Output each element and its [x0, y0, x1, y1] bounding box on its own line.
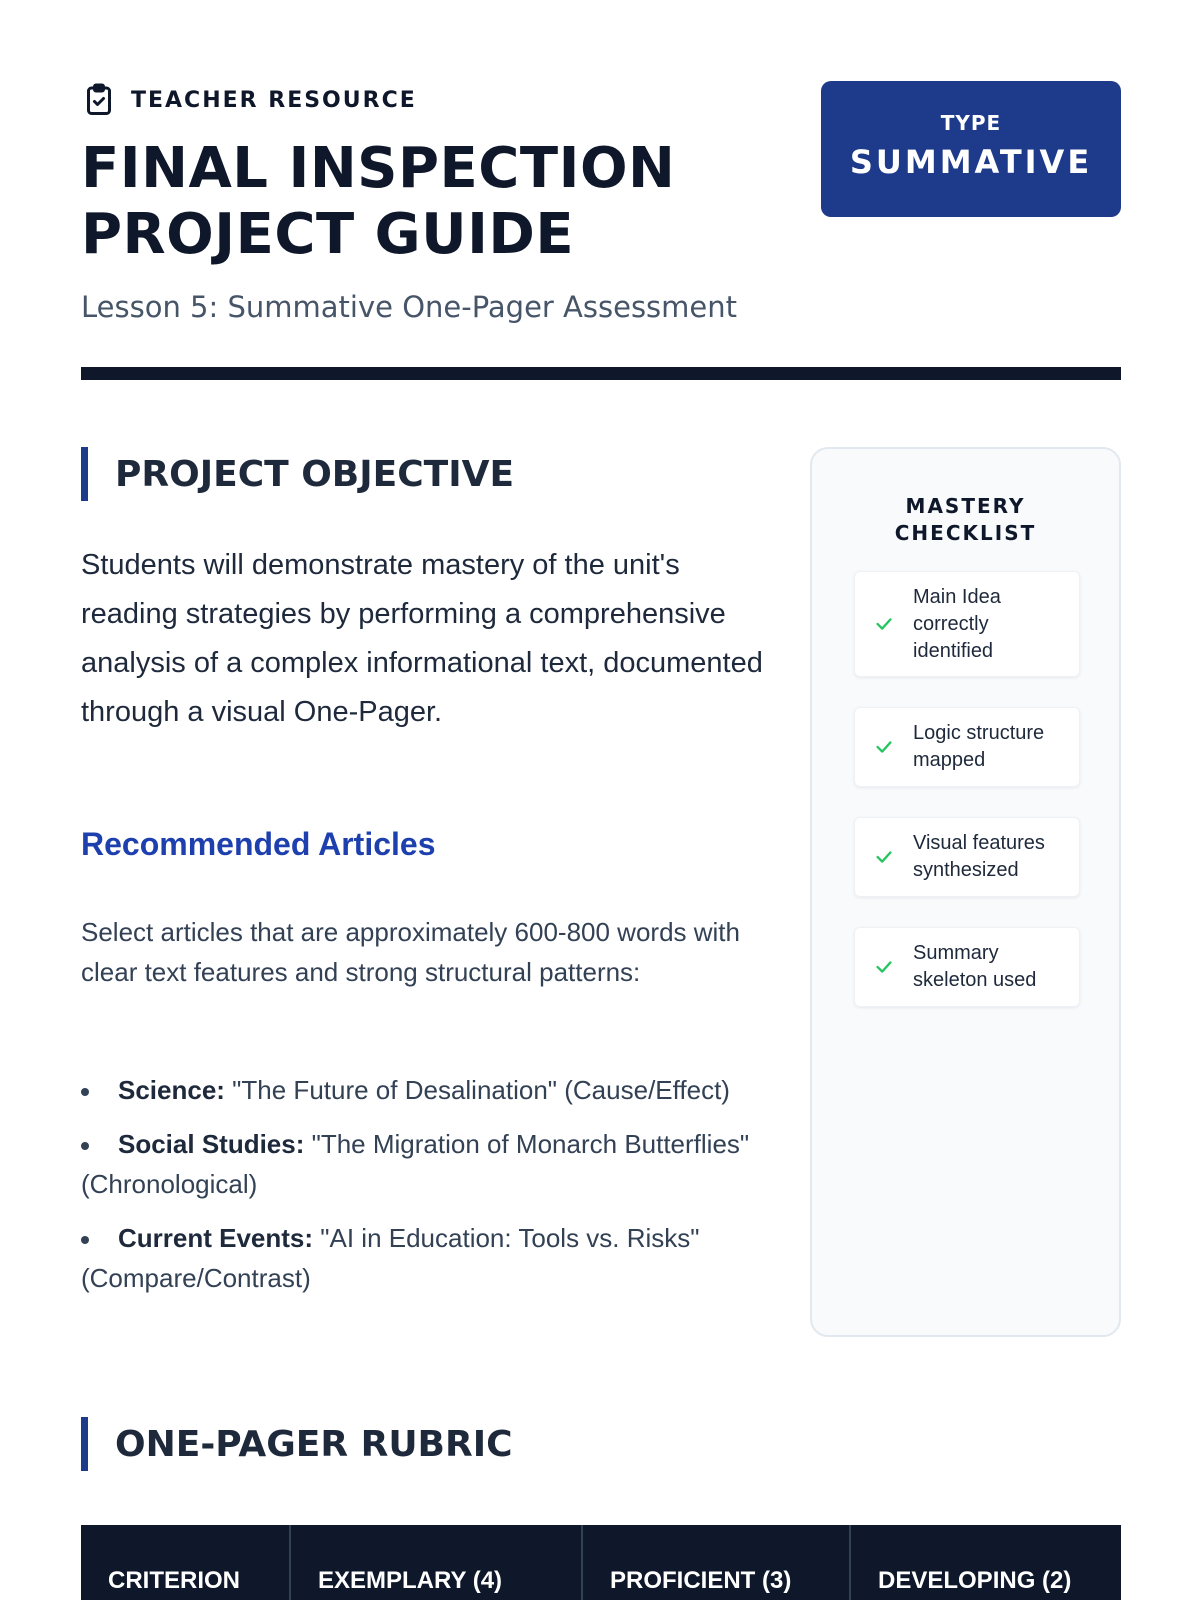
rubric-column-header: CRITERION: [81, 1525, 291, 1600]
header-divider: [81, 367, 1121, 380]
article-subject: Science:: [118, 1075, 225, 1105]
rubric-column-header: EXEMPLARY (4): [291, 1525, 583, 1600]
checklist-item-label: Main Idea correctly identified: [913, 585, 1001, 662]
checklist-item-label: Visual features synthesized: [913, 832, 1045, 881]
eyebrow-label: TEACHER RESOURCE: [131, 87, 417, 113]
list-item: [81, 1218, 781, 1298]
rubric-table-header: [81, 1525, 1121, 1600]
clipboard-check-icon: [81, 82, 117, 118]
recommended-articles-list: [81, 1070, 781, 1312]
checklist-item: [854, 927, 1080, 1007]
article-title: "The Future of Desalination" (Cause/Effect): [224, 1075, 730, 1105]
article-subject: Social Studies:: [118, 1129, 305, 1159]
type-badge: [821, 81, 1121, 217]
heading-accent-bar: [81, 1417, 88, 1471]
checklist-title-line-1: MASTERY: [905, 494, 1026, 518]
article-subject: Current Events:: [118, 1223, 314, 1253]
list-item: [81, 1070, 781, 1110]
recommended-articles-intro: Select articles that are approximately 600-800 words with clear text features and strong structural patterns:: [81, 917, 740, 987]
objective-heading-label: PROJECT OBJECTIVE: [115, 453, 515, 495]
rubric-heading-label: ONE-PAGER RUBRIC: [115, 1423, 513, 1465]
checklist-item-label: Summary skeleton used: [913, 942, 1037, 991]
type-badge-value: SUMMATIVE: [849, 143, 1093, 181]
heading-accent-bar: [81, 447, 88, 501]
rubric-section-heading: [81, 1417, 513, 1471]
list-item: [81, 1124, 781, 1204]
page-subtitle: Lesson 5: Summative One-Pager Assessment: [81, 290, 738, 324]
article-title: "AI in Education: Tools vs. Risks" (Compare/Contrast): [81, 1223, 700, 1293]
checkmark-icon: [855, 846, 913, 868]
checkmark-icon: [855, 613, 913, 635]
checklist-item: [854, 817, 1080, 897]
rubric-column-header: DEVELOPING (2): [878, 1567, 1072, 1594]
recommended-articles-title: Recommended Articles: [81, 826, 436, 862]
checkmark-icon: [855, 956, 913, 978]
page-title-line-2: PROJECT GUIDE: [81, 202, 575, 267]
rubric-column-header: PROFICIENT (3): [583, 1525, 851, 1600]
checklist-title: [812, 493, 1119, 547]
objective-section-heading: [81, 447, 514, 501]
article-title: "The Migration of Monarch Butterflies" (Chronological): [81, 1129, 750, 1199]
objective-text: Students will demonstrate mastery of the unit's reading strategies by performing a comprehensive analysis of a complex informational text, documented through a visual One-Pager.: [81, 549, 763, 728]
page-title-line-1: FINAL INSPECTION: [81, 136, 676, 201]
checklist-item: [854, 707, 1080, 787]
type-badge-label: TYPE: [940, 111, 1002, 135]
checklist-title-line-2: CHECKLIST: [894, 521, 1037, 545]
checkmark-icon: [855, 736, 913, 758]
checklist-item-label: Logic structure mapped: [913, 722, 1045, 771]
mastery-checklist: [810, 447, 1121, 1337]
checklist-item: [854, 571, 1080, 677]
